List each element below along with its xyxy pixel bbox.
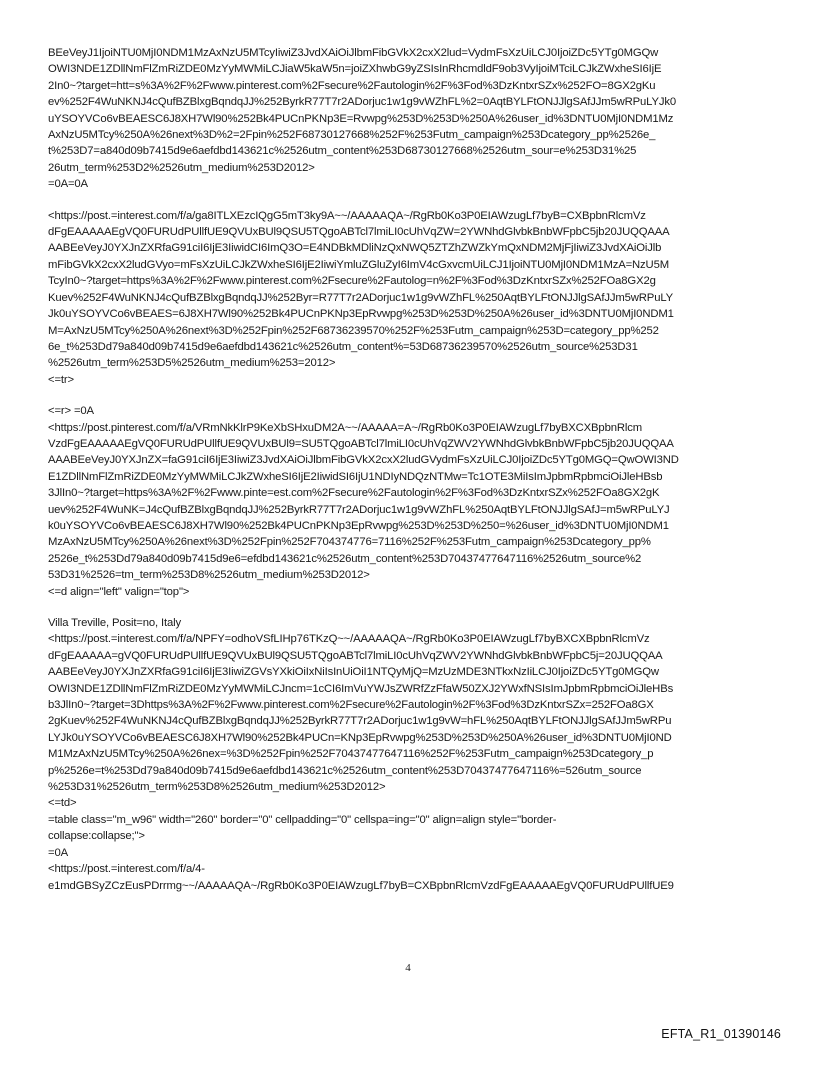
text-line: OWI3NDE1ZDllNmFlZmRiZDE0MzYyMWMiLCJiaW5kaW5n=joiZXhwbG9yZSIsInRhcmdldF9ob3VyIjoiMTciLCJkZWxheSI6IjE [48, 63, 662, 76]
text-line: dFgEAAAAA=gVQ0FURUdPUllfUE9QVUxBUl9QSU5TQgoABTcl7lmiLI0cUhVqZWV2YWNhdGlvbkBnbWFpbC5j=20JUQQAA [48, 649, 663, 662]
text-line: AABEeVeyJ0YXJnZXRfaG91ciI6IjE3IiwidCI6ImQ3O=E4NDBkMDliNzQxNWQ5ZTZhZWZkYmQxNDM2MjFjIiwiZ3JvdXAiOiJlb [48, 242, 662, 255]
text-line: mFibGVkX2cxX2ludGVyo=mFsXzUiLCJkZWxheSI6IjE2IiwiYmluZGluZyI6ImV4cGxvcmUiLCJ1IjoiNTU0MjI0NDM1MzA=NzU5M [48, 258, 669, 271]
text-line: =0A [48, 846, 68, 859]
text-line: AxNzU5MTcy%250A%26next%3D%2=2Fpin%252F68730127668%252F%253Futm_campaign%253Dcategory_pp%2526e_ [48, 129, 656, 142]
text-block-4 [48, 615, 770, 894]
text-line: =table class="m_w96" width="260" border="0" cellpadding="0" cellspa=ing="0" align=align style="border- [48, 813, 557, 826]
text-line: ev%252F4WuNKNJ4cQufBZBlxgBqndqJJ%252ByrkR77T7r2ADorjuc1w1g9vWZhFL%2=0AqtBYLFtONJJlgSAfJJm5wRPuLYJk0 [48, 96, 676, 109]
text-line: <https://post.=interest.com/f/a/ga8ITLXEzcIQgG5mT3ky9A~~/AAAAAQA~/RgRb0Ko3P0EIAWzugLf7byB=CXBpbnRlcmVz [48, 209, 646, 222]
text-line: collapse:collapse;"> [48, 830, 145, 843]
text-line: <https://post.=interest.com/f/a/NPFY=odhoVSfLIHp76TKzQ~~/AAAAAQA~/RgRb0Ko3P0EIAWzugLf7byBXCXBpbnRlcmVz [48, 633, 650, 646]
text-line: <=r> =0A [48, 405, 94, 418]
text-line: uYSOYVCo6vBEAESC6J8XH7Wl90%252Bk4PUCnPKNp3E=Rvwpg%253D%253D%250A%26user_id%3DNTU0MjI0NDM1Mz [48, 112, 674, 125]
text-line: <https://post.=interest.com/f/a/4- [48, 863, 205, 876]
text-line: 2In0~?target=htt=s%3A%2F%2Fwww.pinterest.com%2Fsecure%2Fautologin%2F%3Fod%3DzKntxrSZx%252FO=8GX2gKu [48, 79, 656, 92]
text-block-3 [48, 403, 770, 600]
text-line: MzAxNzU5MTcy%250A%26next%3D%252Fpin%252F704374776=7116%252F%253Futm_campaign%253Dcategory_pp% [48, 536, 651, 549]
text-line: Jk0uYSOYVCo6vBEAES=6J8XH7Wl90%252Bk4PUCnPKNp3EpRvwpg%253D%253D%250A%26user_id%3DNTU0MjI0NDM1 [48, 308, 674, 321]
text-line: uev%252F4WuNK=J4cQufBZBlxgBqndqJJ%252ByrkR77T7r2ADorjuc1w1g9vWZhFL%250AqtBYLFtONJJlgSAfJ=m5wRPuLYJ [48, 503, 670, 516]
text-line: 2526e_t%253Dd79a840d09b7415d9e6=efdbd143621c%2526utm_content%253D70437477647116%2526utm_source%2 [48, 552, 642, 565]
text-line: 26utm_term%253D2%2526utm_medium%253D2012> [48, 161, 315, 174]
text-line: AAABEeVeyJ0YXJnZX=faG91ciI6IjE3IiwiZ3JvdXAiOiJlbmFibGVkX2cxX2ludGVydmFsXzUiLCJ0IjoiZDc5YTg0MGQ=QwOWI3ND [48, 454, 679, 467]
text-line: M1MzAxNzU5MTcy%250A%26nex=%3D%252Fpin%252F70437477647116%252F%253Futm_campaign%253Dcategory_p [48, 748, 654, 761]
text-line: =0A=0A [48, 178, 88, 191]
text-line: <=td> [48, 797, 77, 810]
text-line: 53D31%2526=tm_term%253D8%2526utm_medium%253D2012> [48, 569, 370, 582]
text-line: 2gKuev%252F4WuNKNJ4cQufBZBlxgBqndqJJ%252ByrkR77T7r2ADorjuc1w1g9vW=hFL%250AqtBYLFtONJJlgSAfJJm5wRPu [48, 715, 672, 728]
text-line: AABEeVeyJ0YXJnZXRfaG91ciI6IjE3IiwiZGVsYXkiOiIxNiIsInUiOiI1NTQyMjQ=MzUzMDE3NTkxNzIiLCJ0IjoiZDc5YTg0MGQw [48, 666, 659, 679]
text-line: LYJk0uYSOYVCo6vBEAESC6J8XH7Wl90%252Bk4PUCn=KNp3EpRvwpg%253D%253D%250A%26user_id%3DNTU0MjI0ND [48, 731, 672, 744]
text-line: TcyIn0~?target=https%3A%2F%2Fwww.pinterest.com%2Fsecure%2Fautolog=n%2F%3Fod%3DzKntxrSZx%252FOa8GX2g [48, 275, 656, 288]
page-number: 4 [405, 962, 411, 974]
text-line: M=AxNzU5MTcy%250A%26next%3D%252Fpin%252F68736239570%252F%253Futm_campaign%253D=category_pp%252 [48, 324, 659, 337]
text-line: k0uYSOYVCo6vBEAESC6J8XH7Wl90%252Bk4PUCnPKNp3EpRvwpg%253D%253D%250=%26user_id%3DNTU0MjI0NDM1 [48, 519, 669, 532]
text-line: Villa Treville, Posit=no, Italy [48, 617, 181, 629]
document-id-stamp: EFTA_R1_01390146 [661, 1027, 781, 1041]
text-line: b3JlIn0~?target=3Dhttps%3A%2F%2Fwww.pinterest.com%2Fsecure%2Fautologin%2F%3Fod%3DzKntxrSZx=252FOa8GX [48, 699, 654, 712]
text-line: OWI3NDE1ZDllNmFlZmRiZDE0MzYyMWMiLCJncm=1cCI6ImVuYWJsZWRfZzFfaW50ZXJ2YWxfNSIsImJpbmRpbmciOiJleHBs [48, 682, 674, 695]
text-line: p%2526e=t%253Dd79a840d09b7415d9e6aefdbd143621c%2526utm_content%253D70437477647116%=526utm_source [48, 764, 642, 777]
text-line: e1mdGBSyZCzEusPDrrmg~~/AAAAAQA~/RgRb0Ko3P0EIAWzugLf7byB=CXBpbnRlcmVzdFgEAAAAAEgVQ0FURUdPUllfUE9 [48, 879, 674, 892]
text-line: 6e_t%253Dd79a840d09b7415d9e6aefdbd143621c%2526utm_content%=53D68736239570%2526utm_source%253D31 [48, 340, 638, 353]
text-line: BEeVeyJ1IjoiNTU0MjI0NDM1MzAxNzU5MTcyIiwiZ3JvdXAiOiJlbmFibGVkX2cxX2lud=VydmFsXzUiLCJ0IjoiZDc5YTg0MGQw [48, 47, 659, 59]
text-line: dFgEAAAAAEgVQ0FURUdPUllfUE9QVUxBUl9QSU5TQgoABTcl7lmiLI0cUhVqZW=2YWNhdGlvbkBnbWFpbC5jb20JUQQAAA [48, 226, 670, 239]
text-line: <=tr> [48, 373, 74, 386]
text-line: 3JlIn0~?target=https%3A%2F%2Fwww.pinte=est.com%2Fsecure%2Fautologin%2F%3Fod%3DzKntxrSZx%252FOa8GX2gK [48, 487, 660, 500]
text-line: Kuev%252F4WuNKNJ4cQufBZBlxgBqndqJJ%252Byr=R77T7r2ADorjuc1w1g9vWZhFL%250AqtBYLFtONJJlgSAfJJm5wRPuLY [48, 291, 674, 304]
document-body [48, 45, 770, 909]
text-line: <https://post.pinterest.com/f/a/VRmNkKlrP9KeXbSHxuDM2A~~/AAAAA=A~/RgRb0Ko3P0EIAWzugLf7byBXCXBpbnRlcm [48, 421, 642, 434]
text-line: E1ZDllNmFlZmRiZDE0MzYyMWMiLCJkZWxheSI6IjE2IiwidSI6IjU1NDIyNDQzNTMw=Tc1OTE3MiIsImJpbmRpbmciOiJleHBsb [48, 470, 663, 483]
text-line: <=d align="left" valign="top"> [48, 585, 190, 598]
text-block-2 [48, 208, 770, 388]
text-line: %253D31%2526utm_term%253D8%2526utm_medium%253D2012> [48, 781, 386, 794]
text-block-1 [48, 45, 770, 193]
text-line: t%253D7=a840d09b7415d9e6aefdbd143621c%2526utm_content%253D68730127668%2526utm_sour=e%253D31%25 [48, 145, 637, 158]
text-line: %2526utm_term%253D5%2526utm_medium%253=2012> [48, 357, 336, 370]
text-line: VzdFgEAAAAAEgVQ0FURUdPUllfUE9QVUxBUl9=SU5TQgoABTcl7lmiLI0cUhVqZWV2YWNhdGlvbkBnbWFpbC5jb20JUQQAA [48, 437, 674, 450]
